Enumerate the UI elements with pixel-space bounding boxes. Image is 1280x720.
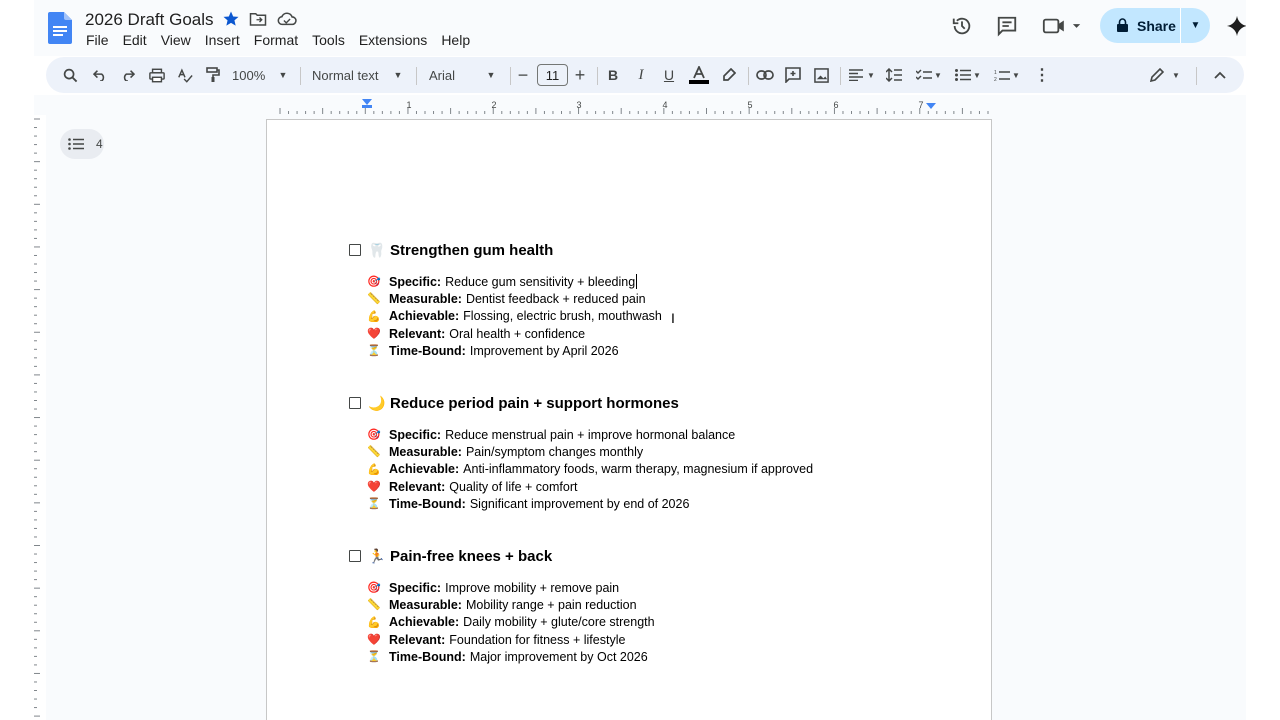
- zoom-dropdown-icon[interactable]: ▼: [278, 70, 288, 80]
- svg-text:1: 1: [994, 69, 997, 76]
- vertical-ruler[interactable]: [34, 115, 46, 720]
- list-item[interactable]: [367, 596, 908, 613]
- text-cursor: [636, 274, 637, 289]
- first-line-indent-marker[interactable]: [362, 105, 372, 108]
- ruler-tick-3: 3: [576, 100, 582, 110]
- numbered-list-icon[interactable]: [992, 57, 1012, 93]
- list-item[interactable]: [367, 614, 908, 631]
- hourglass-emoji: ⏳: [367, 345, 381, 358]
- font-size-value: 11: [537, 64, 568, 86]
- right-indent-marker[interactable]: [926, 103, 936, 109]
- menu-format[interactable]: Format: [253, 32, 299, 48]
- item-label: Time-Bound:: [389, 649, 466, 664]
- insert-link-icon[interactable]: [754, 57, 776, 93]
- numbered-dropdown-icon[interactable]: ▼: [1012, 70, 1020, 80]
- goal-title[interactable]: Reduce period pain + support hormones: [390, 394, 679, 412]
- item-label: Relevant:: [389, 326, 446, 341]
- ruler-tick-1: 1: [406, 100, 412, 110]
- list-item[interactable]: [367, 342, 908, 359]
- align-dropdown-icon[interactable]: ▼: [867, 70, 875, 80]
- right-margin: [1246, 0, 1280, 720]
- list-item[interactable]: [367, 443, 908, 460]
- share-label: Share: [1137, 17, 1176, 34]
- item-text: Improvement by April 2026: [469, 343, 619, 358]
- menu-view[interactable]: View: [160, 32, 191, 48]
- list-item[interactable]: [367, 461, 908, 478]
- goal-title[interactable]: Pain-free knees + back: [390, 547, 553, 565]
- redo-icon[interactable]: [118, 57, 138, 93]
- item-label: Measurable:: [389, 291, 462, 306]
- list-item[interactable]: [367, 631, 908, 648]
- share-main-button[interactable]: [1100, 8, 1181, 43]
- font-size-input[interactable]: [537, 57, 568, 93]
- item-label: Achievable:: [389, 462, 460, 477]
- target-emoji: 🎯: [367, 429, 381, 442]
- paragraph-style-value: Normal text: [312, 67, 379, 83]
- item-label: Relevant:: [389, 632, 446, 647]
- item-label: Time-Bound:: [389, 496, 466, 511]
- goal-section: [348, 240, 908, 359]
- item-text: Improve mobility + remove pain: [445, 580, 620, 595]
- list-item[interactable]: [367, 325, 908, 342]
- list-item[interactable]: [367, 478, 908, 495]
- muscle-emoji: 💪: [367, 310, 381, 323]
- move-folder-icon[interactable]: [249, 11, 267, 27]
- font-dropdown-icon[interactable]: ▼: [486, 70, 496, 80]
- checklist-icon[interactable]: [914, 57, 934, 93]
- item-text: Daily mobility + glute/core strength: [463, 615, 655, 630]
- cloud-status-icon[interactable]: [277, 11, 297, 27]
- paint-format-icon[interactable]: [202, 57, 224, 93]
- ruler-emoji: 📏: [367, 293, 381, 306]
- list-item[interactable]: [367, 426, 908, 443]
- meet-icon[interactable]: [1042, 15, 1082, 37]
- tooth-emoji: 🦷: [368, 241, 386, 258]
- formatting-toolbar: [46, 57, 1244, 93]
- docs-logo-icon[interactable]: [48, 12, 72, 44]
- paragraph-style-select[interactable]: [312, 57, 402, 93]
- menu-edit[interactable]: Edit: [122, 32, 147, 48]
- heart-emoji: ❤️: [367, 481, 381, 494]
- document-title[interactable]: 2026 Draft Goals: [85, 10, 214, 29]
- outline-list-icon: [68, 138, 84, 150]
- search-menus-icon[interactable]: [60, 57, 80, 93]
- comments-icon[interactable]: [996, 15, 1018, 37]
- target-emoji: 🎯: [367, 582, 381, 595]
- item-label: Specific:: [389, 427, 442, 442]
- smart-list: [367, 426, 908, 512]
- share-dropdown-icon[interactable]: ▼: [1190, 20, 1201, 31]
- style-dropdown-icon[interactable]: ▼: [393, 70, 403, 80]
- item-text: Dentist feedback + reduced pain: [465, 291, 646, 306]
- increase-font-size-icon[interactable]: +: [574, 64, 586, 85]
- goal-heading: [348, 393, 908, 413]
- print-icon[interactable]: [146, 57, 168, 93]
- ruler-tick-4: 4: [662, 100, 668, 110]
- smart-list: [367, 273, 908, 359]
- goal-section: [348, 546, 908, 665]
- align-left-icon[interactable]: [846, 57, 866, 93]
- item-label: Specific:: [389, 274, 442, 289]
- hourglass-emoji: ⏳: [367, 498, 381, 511]
- highlight-color-icon[interactable]: [719, 57, 739, 93]
- item-text: Flossing, electric brush, mouthwash: [463, 309, 662, 324]
- editing-mode-icon[interactable]: [1146, 57, 1168, 93]
- list-item[interactable]: [367, 579, 908, 596]
- bullet-dropdown-icon[interactable]: ▼: [973, 70, 981, 80]
- goal-heading: [348, 240, 908, 260]
- text-color-icon[interactable]: [688, 57, 710, 93]
- hide-menus-icon[interactable]: [1210, 57, 1230, 93]
- lock-icon: [1116, 18, 1129, 33]
- list-item[interactable]: [367, 308, 908, 325]
- heart-emoji: ❤️: [367, 634, 381, 647]
- item-label: Time-Bound:: [389, 343, 466, 358]
- item-text: Foundation for fitness + lifestyle: [449, 632, 626, 647]
- editing-mode-dropdown-icon[interactable]: ▼: [1172, 70, 1180, 80]
- spell-check-icon[interactable]: [175, 57, 195, 93]
- insert-image-icon[interactable]: [811, 57, 831, 93]
- item-text: Significant improvement by end of 2026: [469, 496, 690, 511]
- menu-extensions[interactable]: Extensions: [358, 32, 428, 48]
- goal-checkbox[interactable]: [349, 550, 361, 562]
- muscle-emoji: 💪: [367, 463, 381, 476]
- undo-icon[interactable]: [90, 57, 110, 93]
- ruler-tick-7: 7: [918, 100, 924, 110]
- more-options-icon[interactable]: ⋮: [1034, 67, 1050, 84]
- mouse-ibeam-cursor: I: [671, 310, 675, 326]
- title-bar: [34, 0, 1246, 56]
- menu-help[interactable]: Help: [441, 32, 471, 48]
- decrease-font-size-icon[interactable]: −: [517, 64, 529, 85]
- item-label: Relevant:: [389, 479, 446, 494]
- add-comment-icon[interactable]: [783, 57, 803, 93]
- item-text: Reduce gum sensitivity + bleeding: [445, 274, 636, 289]
- heart-emoji: ❤️: [367, 328, 381, 341]
- item-label: Measurable:: [389, 597, 462, 612]
- list-item[interactable]: [367, 290, 908, 307]
- share-button[interactable]: [1100, 8, 1210, 43]
- font-select[interactable]: [429, 57, 489, 93]
- star-icon[interactable]: [222, 10, 240, 28]
- zoom-value: 100%: [232, 67, 266, 83]
- goal-section: [348, 393, 908, 512]
- muscle-emoji: 💪: [367, 616, 381, 629]
- item-text: Pain/symptom changes monthly: [465, 444, 644, 459]
- goal-checkbox[interactable]: [349, 397, 361, 409]
- item-label: Achievable:: [389, 615, 460, 630]
- goal-title[interactable]: Strengthen gum health: [390, 241, 554, 259]
- bulleted-list-icon[interactable]: [953, 57, 973, 93]
- item-label: Measurable:: [389, 444, 462, 459]
- goal-heading: [348, 546, 908, 566]
- item-text: Anti-inflammatory foods, warm therapy, magnesium if approved: [463, 462, 814, 477]
- version-history-icon[interactable]: [951, 15, 973, 37]
- ruler-tick-5: 5: [747, 100, 753, 110]
- menu-insert[interactable]: Insert: [204, 32, 240, 48]
- underline-icon[interactable]: U: [663, 67, 675, 83]
- checklist-dropdown-icon[interactable]: ▼: [934, 70, 942, 80]
- item-text: Mobility range + pain reduction: [465, 597, 637, 612]
- item-text: Oral health + confidence: [449, 326, 586, 341]
- target-emoji: 🎯: [367, 276, 381, 289]
- list-item[interactable]: [367, 495, 908, 512]
- runner-emoji: 🏃: [368, 547, 386, 564]
- font-value: Arial: [429, 67, 456, 83]
- item-text: Reduce menstrual pain + improve hormonal balance: [445, 427, 736, 442]
- ruler-tick-2: 2: [491, 100, 497, 110]
- menu-bar: [86, 32, 484, 48]
- svg-text:2: 2: [994, 76, 997, 82]
- goal-checkbox[interactable]: [349, 244, 361, 256]
- gemini-icon[interactable]: [1226, 15, 1248, 37]
- item-label: Achievable:: [389, 309, 460, 324]
- outline-count: 4: [96, 137, 103, 151]
- list-item[interactable]: [367, 648, 908, 665]
- ruler-tick-6: 6: [833, 100, 839, 110]
- horizontal-ruler[interactable]: [270, 96, 990, 114]
- left-indent-marker[interactable]: [362, 99, 372, 105]
- left-margin: [0, 0, 34, 720]
- ruler-emoji: 📏: [367, 599, 381, 612]
- ruler-emoji: 📏: [367, 446, 381, 459]
- item-text: Major improvement by Oct 2026: [469, 649, 648, 664]
- list-item[interactable]: [367, 273, 908, 290]
- menu-file[interactable]: File: [86, 32, 109, 48]
- line-spacing-icon[interactable]: [884, 57, 904, 93]
- italic-icon[interactable]: I: [638, 66, 644, 83]
- menu-tools[interactable]: Tools: [312, 32, 345, 48]
- item-text: Quality of life + comfort: [449, 479, 578, 494]
- smart-list: [367, 579, 908, 665]
- moon-emoji: 🌙: [368, 394, 386, 411]
- item-label: Specific:: [389, 580, 442, 595]
- hourglass-emoji: ⏳: [367, 651, 381, 664]
- bold-icon[interactable]: B: [607, 67, 619, 83]
- document-outline-button[interactable]: [60, 129, 104, 159]
